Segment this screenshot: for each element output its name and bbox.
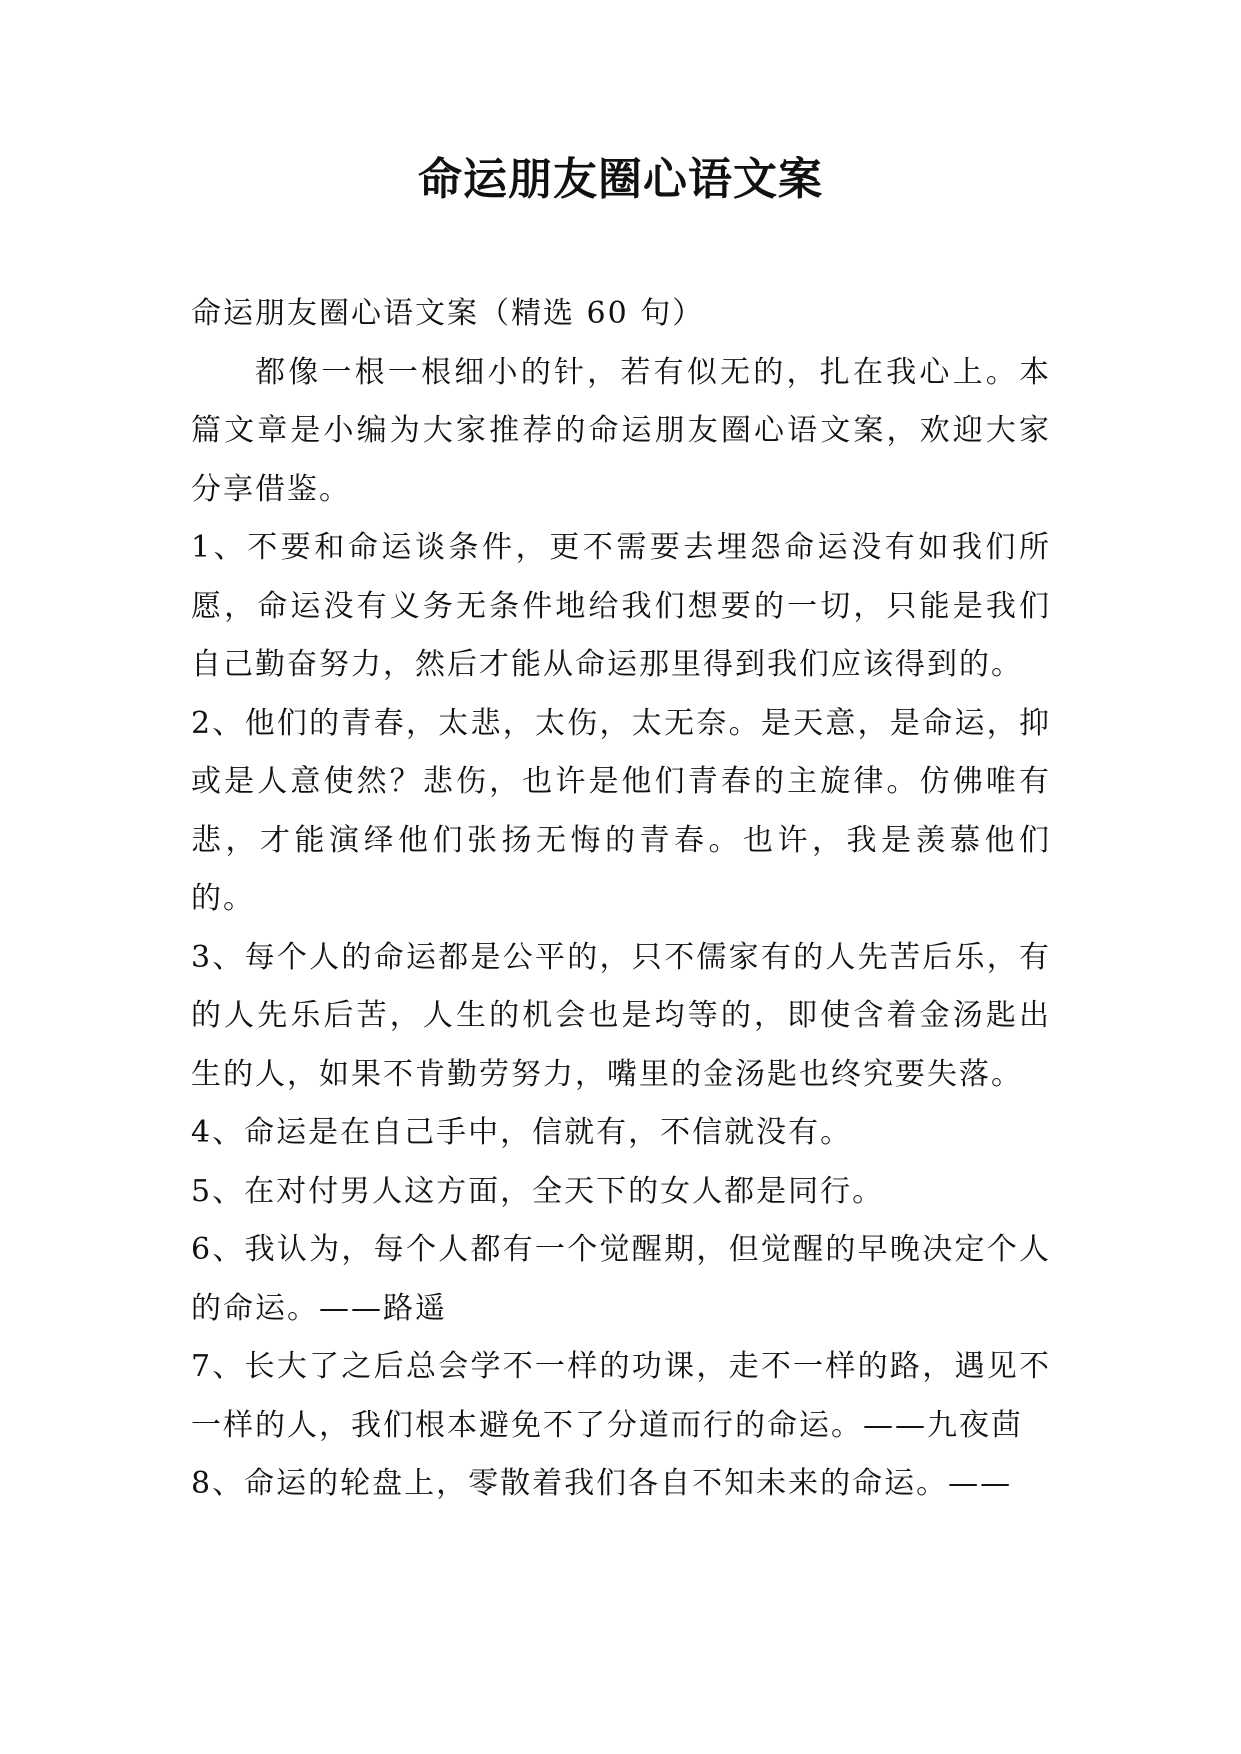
intro-paragraph: 都像一根一根细小的针，若有似无的，扎在我心上。本篇文章是小编为大家推荐的命运朋友圈心语文案，欢迎大家分享借鉴。 <box>191 354 1051 507</box>
document-title: 命运朋友圈心语文案 <box>418 154 823 205</box>
quote-item-6: 6、我认为，每个人都有一个觉醒期，但觉醒的早晚决定个人的命运。——路遥 <box>191 1232 1051 1326</box>
quote-item-1: 1、不要和命运谈条件，更不需要去埋怨命运没有如我们所愿，命运没有义务无条件地给我们想要的一切，只能是我们自己勤奋努力，然后才能从命运那里得到我们应该得到的。 <box>191 530 1051 682</box>
quote-item-4: 4、命运是在自己手中，信就有，不信就没有。 <box>191 1115 853 1150</box>
quote-item-3: 3、每个人的命运都是公平的，只不儒家有的人先苦后乐，有的人先乐后苦，人生的机会也是均等的，即使含着金汤匙出生的人，如果不肯勤劳努力，嘴里的金汤匙也终究要失落。 <box>191 939 1051 1092</box>
quote-item-5: 5、在对付男人这方面，全天下的女人都是同行。 <box>191 1173 885 1209</box>
quote-item-2: 2、他们的青春，太悲，太伤，太无奈。是天意，是命运，抑或是人意使然？悲伤，也许是他们青春的主旋律。仿佛唯有悲，才能演绎他们张扬无悔的青春。也许，我是羡慕他们的。 <box>191 705 1051 916</box>
quote-item-7: 7、长大了之后总会学不一样的功课，走不一样的路，遇见不一样的人，我们根本避免不了分道而行的命运。——九夜茴 <box>191 1349 1051 1443</box>
document-body <box>191 285 1051 1514</box>
quote-item-8: 8、命运的轮盘上，零散着我们各自不知未来的命运。—— <box>191 1466 1013 1501</box>
document-subtitle: 命运朋友圈心语文案（精选 60 句） <box>191 296 705 331</box>
